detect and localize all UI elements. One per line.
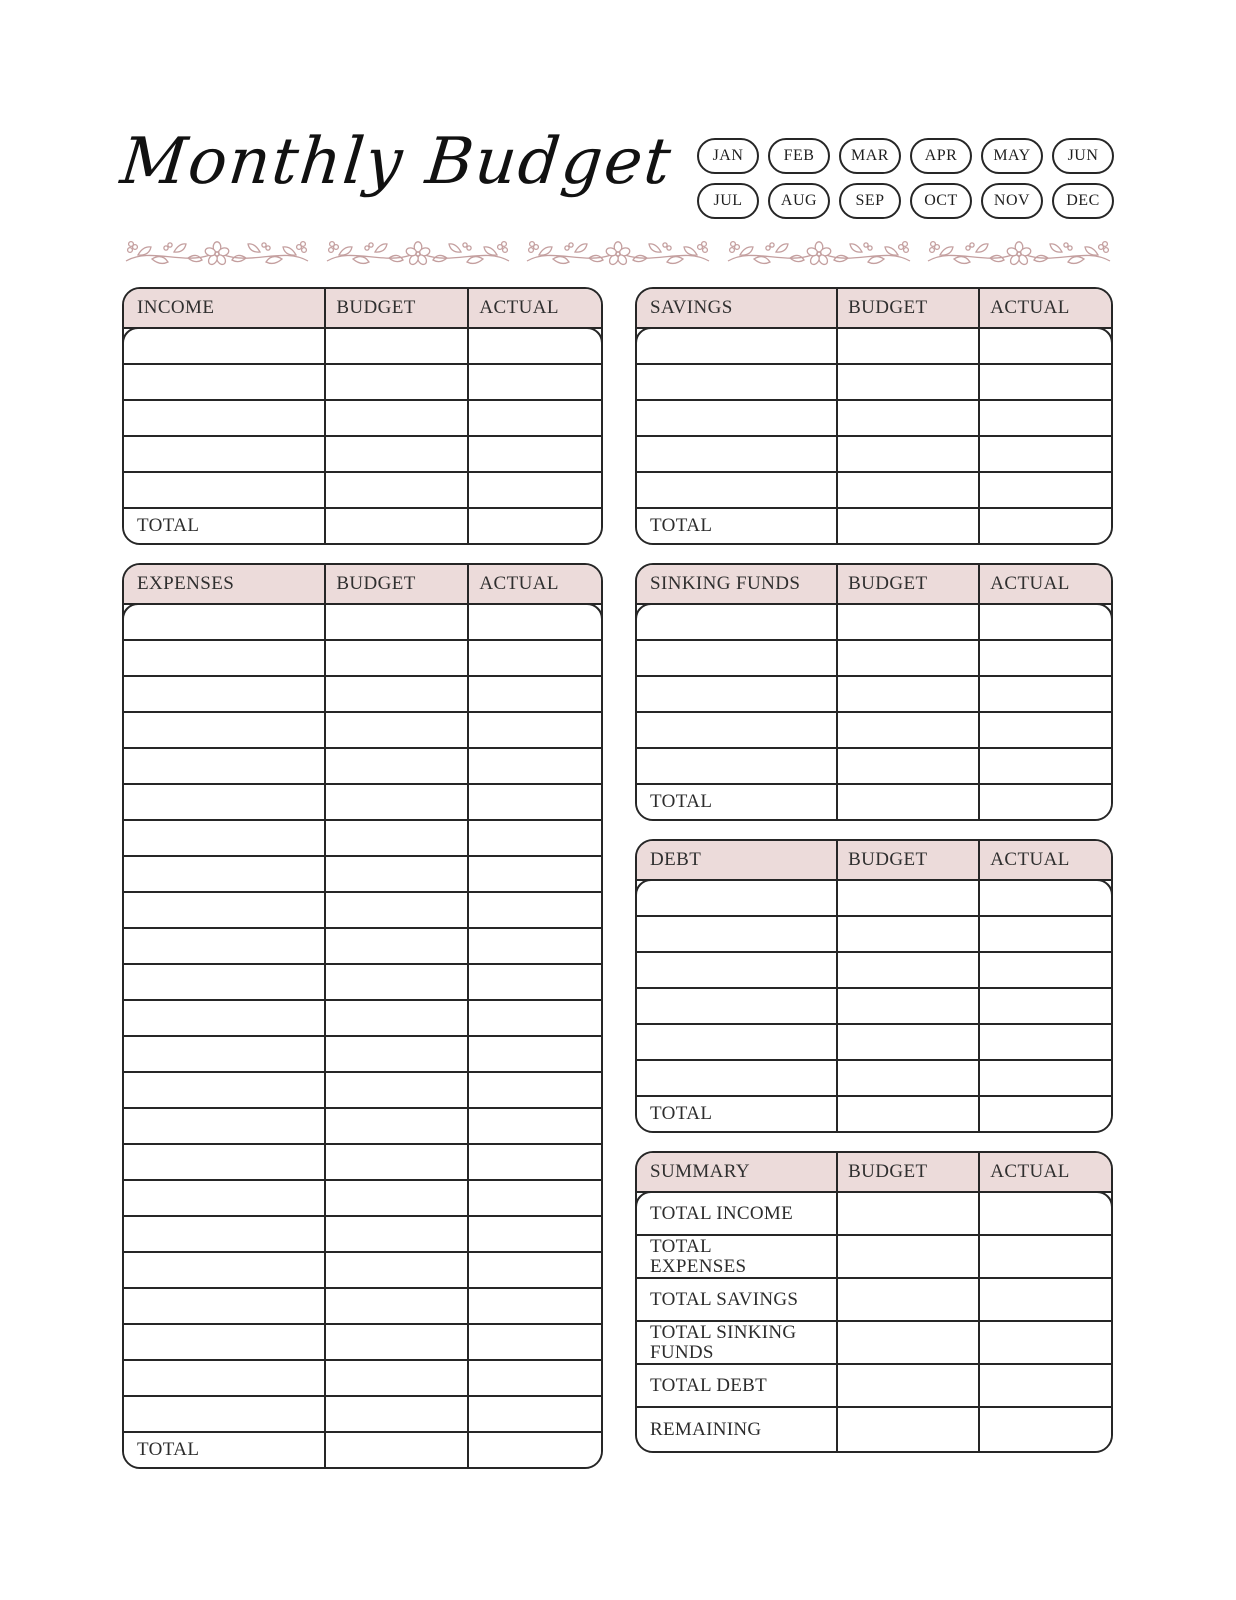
actual-cell[interactable] xyxy=(467,821,601,855)
budget-column-header: BUDGET xyxy=(324,289,467,327)
table-row xyxy=(124,1001,601,1037)
actual-cell[interactable] xyxy=(978,677,1111,711)
summary-row-label: TOTAL INCOME xyxy=(650,1202,793,1224)
actual-cell[interactable] xyxy=(978,605,1111,639)
budget-cell[interactable] xyxy=(324,1109,467,1143)
item-cell[interactable] xyxy=(637,917,836,951)
item-cell[interactable] xyxy=(637,329,836,363)
item-cell[interactable] xyxy=(124,965,324,999)
item-cell[interactable] xyxy=(124,365,324,399)
month-pill-aug[interactable]: AUG xyxy=(768,183,830,219)
actual-column-header: ACTUAL xyxy=(978,565,1111,603)
budget-cell[interactable] xyxy=(836,881,978,915)
item-cell[interactable] xyxy=(124,1361,324,1395)
budget-cell[interactable] xyxy=(836,473,978,507)
budget-cell[interactable] xyxy=(836,677,978,711)
budget-cell[interactable] xyxy=(324,605,467,639)
actual-cell[interactable] xyxy=(467,1145,601,1179)
savings-table xyxy=(635,287,1113,545)
total-label: TOTAL xyxy=(650,791,713,812)
income-header-label: INCOME xyxy=(137,297,215,318)
actual-cell[interactable] xyxy=(978,1279,1111,1320)
item-cell[interactable] xyxy=(124,821,324,855)
budget-cell[interactable] xyxy=(836,605,978,639)
item-cell[interactable] xyxy=(124,857,324,891)
item-cell[interactable] xyxy=(124,929,324,963)
debt-header-label: DEBT xyxy=(650,849,702,870)
total-budget-cell[interactable] xyxy=(836,785,978,819)
table-row xyxy=(124,437,601,473)
table-row xyxy=(124,605,601,641)
table-row xyxy=(637,437,1111,473)
actual-cell[interactable] xyxy=(467,1037,601,1071)
item-cell[interactable] xyxy=(124,1325,324,1359)
actual-cell[interactable] xyxy=(467,893,601,927)
actual-cell[interactable] xyxy=(978,917,1111,951)
table-row xyxy=(124,713,601,749)
table-row xyxy=(124,1073,601,1109)
table-row xyxy=(124,821,601,857)
item-cell[interactable] xyxy=(124,1037,324,1071)
budget-cell[interactable] xyxy=(324,1289,467,1323)
total-label: TOTAL xyxy=(650,1103,713,1124)
total-actual-cell[interactable] xyxy=(978,785,1111,819)
total-actual-cell[interactable] xyxy=(467,509,601,543)
table-row xyxy=(124,1217,601,1253)
summary-row xyxy=(637,1193,1111,1236)
total-actual-cell[interactable] xyxy=(467,1433,601,1467)
table-row xyxy=(124,473,601,509)
table-row xyxy=(124,677,601,713)
table-row xyxy=(124,1181,601,1217)
total-budget-cell[interactable] xyxy=(836,1097,978,1131)
budget-cell[interactable] xyxy=(324,401,467,435)
actual-cell[interactable] xyxy=(467,401,601,435)
budget-cell[interactable] xyxy=(324,1001,467,1035)
item-cell[interactable] xyxy=(124,1397,324,1431)
budget-cell[interactable] xyxy=(324,1181,467,1215)
actual-cell[interactable] xyxy=(978,1025,1111,1059)
actual-cell[interactable] xyxy=(467,929,601,963)
sinking-funds-header-label: SINKING FUNDS xyxy=(650,573,801,594)
budget-cell[interactable] xyxy=(324,365,467,399)
item-cell[interactable] xyxy=(124,641,324,675)
actual-cell[interactable] xyxy=(467,1289,601,1323)
total-label: TOTAL xyxy=(650,515,713,536)
savings-table-header xyxy=(637,289,1111,329)
table-row xyxy=(124,1037,601,1073)
budget-cell[interactable] xyxy=(324,1037,467,1071)
total-actual-cell[interactable] xyxy=(978,1097,1111,1131)
budget-cell[interactable] xyxy=(324,749,467,783)
item-cell[interactable] xyxy=(124,1109,324,1143)
budget-cell[interactable] xyxy=(836,365,978,399)
debt-total-row xyxy=(637,1097,1111,1131)
item-cell[interactable] xyxy=(637,437,836,471)
month-pill-jan[interactable]: JAN xyxy=(697,138,759,174)
budget-column-header: BUDGET xyxy=(836,1153,978,1191)
budget-cell[interactable] xyxy=(836,1236,978,1277)
budget-cell[interactable] xyxy=(324,893,467,927)
table-row xyxy=(124,1397,601,1433)
item-cell[interactable] xyxy=(637,365,836,399)
total-actual-cell[interactable] xyxy=(978,509,1111,543)
expenses-header-label: EXPENSES xyxy=(137,573,235,594)
budget-cell[interactable] xyxy=(836,1365,978,1406)
actual-cell[interactable] xyxy=(467,1217,601,1251)
budget-cell[interactable] xyxy=(836,1408,978,1451)
savings-header-label: SAVINGS xyxy=(650,297,733,318)
table-row xyxy=(124,1145,601,1181)
table-row xyxy=(124,365,601,401)
table-row xyxy=(637,365,1111,401)
table-row xyxy=(124,965,601,1001)
actual-cell[interactable] xyxy=(978,329,1111,363)
actual-cell[interactable] xyxy=(467,857,601,891)
table-row xyxy=(637,953,1111,989)
actual-column-header: ACTUAL xyxy=(467,289,601,327)
actual-cell[interactable] xyxy=(467,641,601,675)
actual-column-header: ACTUAL xyxy=(467,565,601,603)
total-label: TOTAL xyxy=(137,1439,200,1460)
actual-cell[interactable] xyxy=(467,785,601,819)
summary-row-label: TOTAL EXPENSES xyxy=(650,1235,747,1277)
item-cell[interactable] xyxy=(124,1217,324,1251)
budget-cell[interactable] xyxy=(836,329,978,363)
actual-cell[interactable] xyxy=(467,1001,601,1035)
item-cell[interactable] xyxy=(124,605,324,639)
summary-row xyxy=(637,1322,1111,1365)
table-row xyxy=(637,749,1111,785)
actual-cell[interactable] xyxy=(467,677,601,711)
budget-cell[interactable] xyxy=(836,437,978,471)
budget-cell[interactable] xyxy=(836,1061,978,1095)
budget-cell[interactable] xyxy=(324,1217,467,1251)
item-cell[interactable] xyxy=(124,1253,324,1287)
table-row xyxy=(124,893,601,929)
table-row xyxy=(124,1289,601,1325)
actual-cell[interactable] xyxy=(467,329,601,363)
budget-cell[interactable] xyxy=(324,1397,467,1431)
budget-cell[interactable] xyxy=(324,641,467,675)
table-row xyxy=(637,713,1111,749)
actual-cell[interactable] xyxy=(978,1236,1111,1277)
item-cell[interactable] xyxy=(124,785,324,819)
sinking-funds-table-header xyxy=(637,565,1111,605)
month-pill-feb[interactable]: FEB xyxy=(768,138,830,174)
actual-cell[interactable] xyxy=(467,1181,601,1215)
item-cell[interactable] xyxy=(124,1145,324,1179)
expenses-table-header xyxy=(124,565,601,605)
actual-column-header: ACTUAL xyxy=(978,289,1111,327)
actual-cell[interactable] xyxy=(467,437,601,471)
budget-cell[interactable] xyxy=(836,641,978,675)
month-pill-dec[interactable]: DEC xyxy=(1052,183,1114,219)
month-pill-mar[interactable]: MAR xyxy=(839,138,901,174)
budget-column-header: BUDGET xyxy=(836,289,978,327)
table-row xyxy=(637,677,1111,713)
actual-cell[interactable] xyxy=(978,1408,1111,1451)
budget-cell[interactable] xyxy=(324,857,467,891)
actual-cell[interactable] xyxy=(978,989,1111,1023)
item-cell[interactable] xyxy=(124,1181,324,1215)
summary-row xyxy=(637,1365,1111,1408)
actual-cell[interactable] xyxy=(467,1073,601,1107)
actual-column-header: ACTUAL xyxy=(978,841,1111,879)
table-row xyxy=(637,641,1111,677)
sinking-funds-total-row xyxy=(637,785,1111,819)
item-cell[interactable] xyxy=(637,953,836,987)
floral-divider-icon xyxy=(122,238,1114,270)
budget-cell[interactable] xyxy=(324,785,467,819)
total-budget-cell[interactable] xyxy=(324,1433,467,1467)
table-row xyxy=(637,881,1111,917)
month-pill-oct[interactable]: OCT xyxy=(910,183,972,219)
budget-cell[interactable] xyxy=(324,1361,467,1395)
table-row xyxy=(124,1109,601,1145)
budget-cell[interactable] xyxy=(324,677,467,711)
actual-cell[interactable] xyxy=(467,1397,601,1431)
actual-cell[interactable] xyxy=(467,1109,601,1143)
actual-cell[interactable] xyxy=(978,1365,1111,1406)
item-cell[interactable] xyxy=(637,641,836,675)
budget-cell[interactable] xyxy=(836,917,978,951)
item-cell[interactable] xyxy=(637,881,836,915)
actual-column-header: ACTUAL xyxy=(978,1153,1111,1191)
item-cell[interactable] xyxy=(637,605,836,639)
budget-cell[interactable] xyxy=(836,1025,978,1059)
month-pill-sep[interactable]: SEP xyxy=(839,183,901,219)
budget-column-header: BUDGET xyxy=(836,841,978,879)
item-cell[interactable] xyxy=(637,713,836,747)
month-pill-nov[interactable]: NOV xyxy=(981,183,1043,219)
actual-cell[interactable] xyxy=(467,1325,601,1359)
debt-table-header xyxy=(637,841,1111,881)
actual-cell[interactable] xyxy=(978,1322,1111,1363)
actual-cell[interactable] xyxy=(978,1061,1111,1095)
month-pill-jul[interactable]: JUL xyxy=(697,183,759,219)
table-row xyxy=(124,749,601,785)
budget-cell[interactable] xyxy=(324,965,467,999)
item-cell[interactable] xyxy=(124,713,324,747)
actual-cell[interactable] xyxy=(978,473,1111,507)
budget-cell[interactable] xyxy=(324,929,467,963)
table-row xyxy=(637,473,1111,509)
table-row xyxy=(124,785,601,821)
budget-cell[interactable] xyxy=(324,1145,467,1179)
budget-cell[interactable] xyxy=(836,989,978,1023)
income-table xyxy=(122,287,603,545)
total-budget-cell[interactable] xyxy=(324,509,467,543)
actual-cell[interactable] xyxy=(978,881,1111,915)
item-cell[interactable] xyxy=(124,473,324,507)
actual-cell[interactable] xyxy=(978,713,1111,747)
savings-total-row xyxy=(637,509,1111,543)
page-header xyxy=(117,112,1114,219)
month-selector xyxy=(697,138,1114,219)
item-cell[interactable] xyxy=(124,893,324,927)
table-row xyxy=(637,401,1111,437)
budget-cell[interactable] xyxy=(836,953,978,987)
budget-cell[interactable] xyxy=(836,1193,978,1234)
actual-cell[interactable] xyxy=(467,1253,601,1287)
item-cell[interactable] xyxy=(637,749,836,783)
table-row xyxy=(637,329,1111,365)
budget-cell[interactable] xyxy=(324,713,467,747)
budget-cell[interactable] xyxy=(836,401,978,435)
summary-row xyxy=(637,1408,1111,1451)
budget-cell[interactable] xyxy=(324,473,467,507)
actual-cell[interactable] xyxy=(978,365,1111,399)
summary-row-label: TOTAL DEBT xyxy=(650,1374,768,1396)
item-cell[interactable] xyxy=(124,1289,324,1323)
table-row xyxy=(124,1361,601,1397)
table-row xyxy=(637,917,1111,953)
actual-cell[interactable] xyxy=(467,965,601,999)
budget-cell[interactable] xyxy=(324,437,467,471)
expenses-table xyxy=(122,563,603,1469)
total-label: TOTAL xyxy=(137,515,200,536)
actual-cell[interactable] xyxy=(467,605,601,639)
actual-cell[interactable] xyxy=(978,401,1111,435)
budget-cell[interactable] xyxy=(324,1073,467,1107)
total-budget-cell[interactable] xyxy=(836,509,978,543)
item-cell[interactable] xyxy=(637,1061,836,1095)
month-pill-may[interactable]: MAY xyxy=(981,138,1043,174)
budget-cell[interactable] xyxy=(324,1253,467,1287)
item-cell[interactable] xyxy=(124,749,324,783)
budget-cell[interactable] xyxy=(836,713,978,747)
table-row xyxy=(637,989,1111,1025)
summary-table-header xyxy=(637,1153,1111,1193)
item-cell[interactable] xyxy=(124,1073,324,1107)
table-row xyxy=(637,605,1111,641)
actual-cell[interactable] xyxy=(467,749,601,783)
budget-cell[interactable] xyxy=(836,749,978,783)
income-total-row xyxy=(124,509,601,543)
actual-cell[interactable] xyxy=(978,749,1111,783)
actual-cell[interactable] xyxy=(467,365,601,399)
table-row xyxy=(637,1061,1111,1097)
budget-cell[interactable] xyxy=(836,1322,978,1363)
table-row xyxy=(124,929,601,965)
summary-row-label: TOTAL SINKING FUNDS xyxy=(650,1321,797,1363)
debt-table xyxy=(635,839,1113,1133)
table-row xyxy=(124,857,601,893)
actual-cell[interactable] xyxy=(467,473,601,507)
month-pill-jun[interactable]: JUN xyxy=(1052,138,1114,174)
table-row xyxy=(124,1325,601,1361)
month-pill-apr[interactable]: APR xyxy=(910,138,972,174)
budget-cell[interactable] xyxy=(836,1279,978,1320)
budget-cell[interactable] xyxy=(324,821,467,855)
item-cell[interactable] xyxy=(124,401,324,435)
actual-cell[interactable] xyxy=(978,1193,1111,1234)
income-table-header xyxy=(124,289,601,329)
actual-cell[interactable] xyxy=(978,953,1111,987)
budget-column-header: BUDGET xyxy=(836,565,978,603)
summary-row-label: REMAINING xyxy=(650,1418,762,1440)
actual-cell[interactable] xyxy=(978,437,1111,471)
budget-column-header: BUDGET xyxy=(324,565,467,603)
budget-cell[interactable] xyxy=(324,329,467,363)
sinking-funds-table xyxy=(635,563,1113,821)
summary-header-label: SUMMARY xyxy=(650,1161,750,1182)
expenses-total-row xyxy=(124,1433,601,1467)
table-row xyxy=(124,329,601,365)
table-row xyxy=(124,1253,601,1289)
summary-row xyxy=(637,1279,1111,1322)
actual-cell[interactable] xyxy=(978,641,1111,675)
table-row xyxy=(124,641,601,677)
summary-row xyxy=(637,1236,1111,1279)
summary-table xyxy=(635,1151,1113,1453)
item-cell[interactable] xyxy=(124,677,324,711)
tables-area xyxy=(122,287,1114,1469)
table-row xyxy=(637,1025,1111,1061)
actual-cell[interactable] xyxy=(467,1361,601,1395)
item-cell[interactable] xyxy=(637,677,836,711)
budget-cell[interactable] xyxy=(324,1325,467,1359)
table-row xyxy=(124,401,601,437)
actual-cell[interactable] xyxy=(467,713,601,747)
page-title: Monthly Budget xyxy=(117,125,676,199)
item-cell[interactable] xyxy=(124,329,324,363)
item-cell[interactable] xyxy=(637,989,836,1023)
item-cell[interactable] xyxy=(637,401,836,435)
item-cell[interactable] xyxy=(637,1025,836,1059)
item-cell[interactable] xyxy=(124,437,324,471)
item-cell[interactable] xyxy=(124,1001,324,1035)
summary-row-label: TOTAL SAVINGS xyxy=(650,1288,799,1310)
item-cell[interactable] xyxy=(637,473,836,507)
